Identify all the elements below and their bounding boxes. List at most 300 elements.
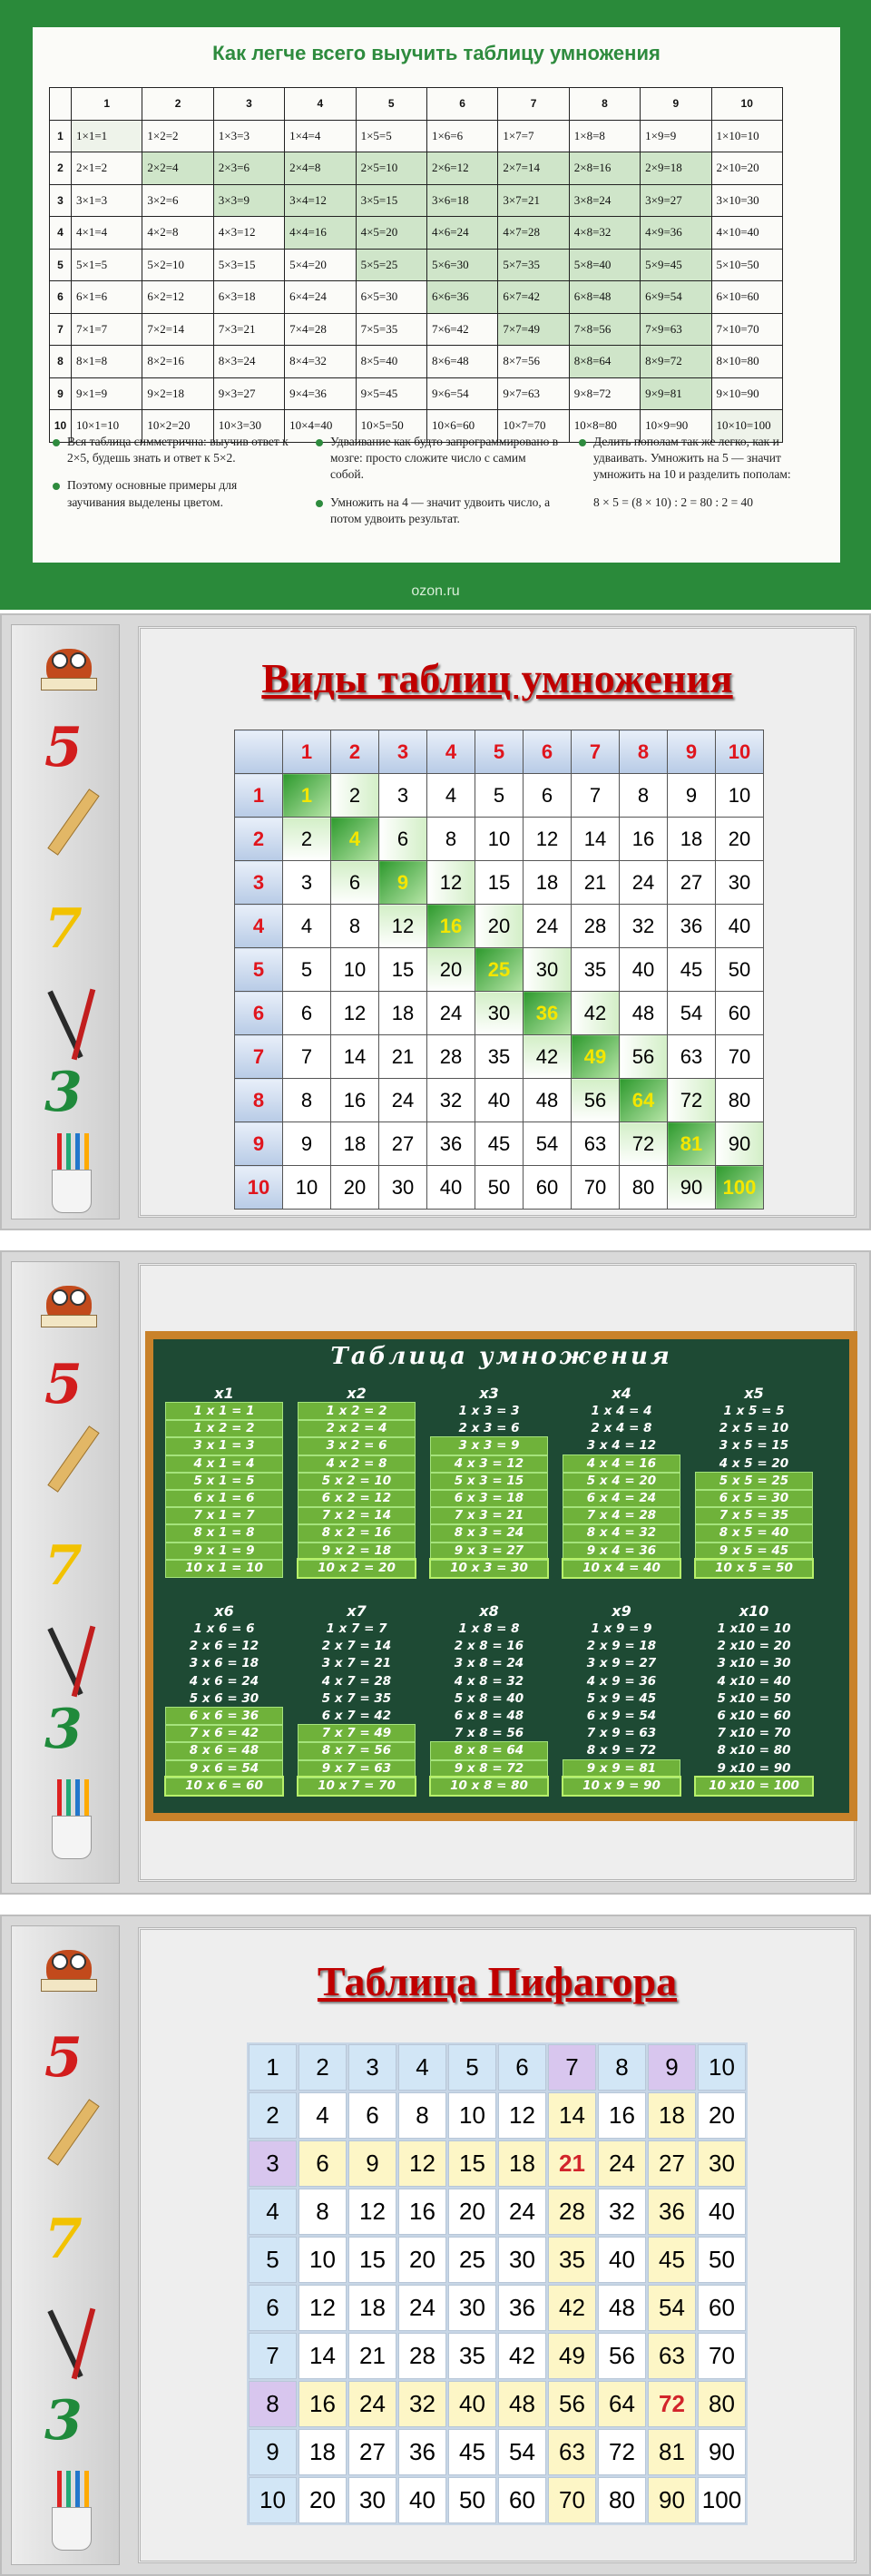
table-cell: 100: [698, 2477, 746, 2523]
table-cell: 10×6=60: [426, 410, 497, 443]
equation-line: 2 x 8 = 16: [454, 1639, 524, 1654]
table-column: [563, 1385, 680, 1577]
equation-line: 4 x 7 = 28: [321, 1673, 392, 1689]
slide-pythagoras: [0, 1915, 871, 2576]
equation-line: 3 x10 = 30: [717, 1656, 791, 1671]
row-header: 10: [50, 410, 72, 443]
table-cell: 42: [572, 992, 620, 1035]
row-header: 7: [235, 1035, 283, 1079]
table-cell: 54: [524, 1122, 572, 1166]
table-cell: 90: [668, 1166, 716, 1210]
table-cell: 60: [716, 992, 764, 1035]
table-cell: 24: [620, 861, 668, 905]
table-cell: 56: [620, 1035, 668, 1079]
table-cell: 21: [572, 861, 620, 905]
table-cell: 10×8=80: [569, 410, 640, 443]
equation-line: 3 x 2 = 6: [298, 1437, 415, 1455]
equation-line: 7 x 9 = 63: [586, 1726, 657, 1741]
table-cell: 80: [698, 2381, 746, 2427]
table-cell: 36: [398, 2429, 446, 2475]
table-cell: 3×10=30: [711, 184, 782, 217]
equation-line: 10 x 6 = 60: [166, 1778, 282, 1795]
table-cell: 25: [448, 2237, 496, 2283]
equation-line: 9 x 8 = 72: [431, 1760, 547, 1778]
table-cell: 1×5=5: [356, 120, 426, 152]
table-cell: 32: [427, 1079, 475, 1122]
note: Удваивание как будто запрограммировано в мозге: просто сложите число с самим собой.: [314, 434, 559, 484]
table-cell: 10: [475, 818, 524, 861]
table-cell: 9: [648, 2044, 696, 2091]
table-cell: 45: [668, 948, 716, 992]
equation-line: 7 x10 = 70: [717, 1726, 791, 1741]
table-cell: 8×1=8: [72, 346, 142, 378]
table-cell: 8: [283, 1079, 331, 1122]
row-header: 9: [50, 377, 72, 410]
table-cell: 4×5=20: [356, 217, 426, 250]
table-cell: 1×4=4: [285, 120, 356, 152]
table-cell: 72: [620, 1122, 668, 1166]
column-head: x1: [214, 1385, 234, 1402]
table-cell: 5×4=20: [285, 249, 356, 281]
table-cell: 90: [698, 2429, 746, 2475]
table-cell: 70: [698, 2333, 746, 2379]
table-cell: 8: [249, 2381, 297, 2427]
table-cell: 15: [475, 861, 524, 905]
table-cell: 12: [331, 992, 379, 1035]
equation-line: 8 x 5 = 40: [696, 1524, 812, 1542]
table-cell: 7: [548, 2044, 596, 2091]
table-cell: 9×2=18: [142, 377, 213, 410]
table-cell: 2×3=6: [213, 152, 284, 185]
equation-line: 5 x10 = 50: [717, 1690, 791, 1706]
equation-line: 10 x 7 = 70: [298, 1778, 415, 1795]
table-cell: 5×5=25: [356, 249, 426, 281]
table-cell: 9×4=36: [285, 377, 356, 410]
equation-line: 4 x 8 = 32: [454, 1673, 524, 1689]
table-cell: 3×9=27: [641, 184, 711, 217]
column-head: x9: [612, 1602, 631, 1620]
table-cell: 2×9=18: [641, 152, 711, 185]
equation-line: 9 x 9 = 81: [563, 1760, 680, 1778]
table-cell: 6: [348, 2092, 396, 2139]
ruler-icon: [47, 1425, 99, 1493]
table-cell: 2×8=16: [569, 152, 640, 185]
equation-line: 5 x 9 = 45: [586, 1690, 657, 1706]
table-cell: 30: [448, 2285, 496, 2331]
equation-line: 6 x 3 = 18: [431, 1490, 547, 1507]
table-cell: 7×2=14: [142, 313, 213, 346]
ruler-icon: [47, 788, 99, 856]
equation-line: 10 x10 = 100: [696, 1778, 812, 1795]
header-cell: 7: [498, 88, 569, 121]
table-cell: 21: [548, 2140, 596, 2187]
table-cell: 16: [298, 2381, 347, 2427]
table-cell: 6×6=36: [426, 281, 497, 314]
column-head: x5: [744, 1385, 764, 1402]
equation-line: 7 x 4 = 28: [563, 1507, 680, 1524]
equation-line: 7 x 1 = 7: [166, 1507, 282, 1524]
table-cell: 8×4=32: [285, 346, 356, 378]
equation-line: 5 x 8 = 40: [454, 1690, 524, 1706]
equation-line: 10 x 8 = 80: [431, 1778, 547, 1795]
equation-line: 10 x 4 = 40: [563, 1560, 680, 1577]
equation-line: 9 x10 = 90: [717, 1760, 791, 1776]
table-cell: 3×4=12: [285, 184, 356, 217]
pencil-cup-icon: [43, 1779, 101, 1861]
table-cell: 32: [598, 2189, 646, 2235]
table-cell: 63: [548, 2429, 596, 2475]
table-cell: 49: [572, 1035, 620, 1079]
table-cell: 90: [648, 2477, 696, 2523]
equation-line: 1 x 1 = 1: [166, 1403, 282, 1420]
table-cell: 70: [716, 1035, 764, 1079]
poster-panel: [0, 0, 871, 610]
equation-line: 10 x 5 = 50: [696, 1560, 812, 1577]
equation-line: 8 x10 = 80: [717, 1743, 791, 1758]
table-cell: 6: [283, 992, 331, 1035]
notes-middle: [314, 434, 559, 538]
equation-line: 10 x 2 = 20: [298, 1560, 415, 1577]
row-header: 8: [235, 1079, 283, 1122]
table-column: [431, 1602, 547, 1795]
table-cell: 27: [648, 2140, 696, 2187]
table-cell: 16: [427, 905, 475, 948]
header-cell: 6: [524, 730, 572, 774]
owl-icon: [37, 1939, 101, 1993]
table-cell: 20: [698, 2092, 746, 2139]
table-cell: 12: [348, 2189, 396, 2235]
table-cell: 10: [331, 948, 379, 992]
table-cell: 70: [548, 2477, 596, 2523]
equation-line: 9 x 2 = 18: [298, 1543, 415, 1560]
table-cell: 8×10=80: [711, 346, 782, 378]
table-cell: 30: [379, 1166, 427, 1210]
table-cell: 9: [283, 1122, 331, 1166]
table-cell: 7×3=21: [213, 313, 284, 346]
table-cell: 12: [398, 2140, 446, 2187]
row-header: 2: [235, 818, 283, 861]
formula: 8 × 5 = (8 × 10) : 2 = 80 : 2 = 40: [593, 495, 754, 509]
equation-line: 6 x 5 = 30: [696, 1490, 812, 1507]
table-cell: 20: [298, 2477, 347, 2523]
table-cell: 4×2=8: [142, 217, 213, 250]
table-cell: 2×10=20: [711, 152, 782, 185]
table-cell: 6: [331, 861, 379, 905]
row-header: 4: [235, 905, 283, 948]
table-cell: 24: [498, 2189, 546, 2235]
header-cell: 4: [427, 730, 475, 774]
table-cell: 2: [249, 2092, 297, 2139]
table-cell: 18: [498, 2140, 546, 2187]
table-cell: 6×9=54: [641, 281, 711, 314]
equation-line: 5 x 3 = 15: [431, 1473, 547, 1490]
table-cell: 3×1=3: [72, 184, 142, 217]
table-cell: 40: [448, 2381, 496, 2427]
table-cell: 63: [648, 2333, 696, 2379]
table-cell: 1×3=3: [213, 120, 284, 152]
chalkboard: [145, 1331, 857, 1821]
equation-line: 10 x 3 = 30: [431, 1560, 547, 1577]
table-cell: 9: [668, 774, 716, 818]
table-cell: 42: [548, 2285, 596, 2331]
row-header: 1: [50, 120, 72, 152]
equation-line: 5 x 2 = 10: [298, 1473, 415, 1490]
table-cell: 2: [298, 2044, 347, 2091]
table-cell: 12: [498, 2092, 546, 2139]
table-cell: 45: [448, 2429, 496, 2475]
table-cell: 20: [398, 2237, 446, 2283]
header-cell: 3: [379, 730, 427, 774]
table-cell: 2×7=14: [498, 152, 569, 185]
slide-title: Виды таблиц умножения: [261, 655, 733, 701]
slide-content: [138, 626, 856, 1218]
table-column: [298, 1602, 415, 1795]
table-cell: 50: [448, 2477, 496, 2523]
equation-line: 2 x 3 = 6: [458, 1421, 520, 1436]
table-column: [298, 1385, 415, 1577]
table-cell: 9: [348, 2140, 396, 2187]
table-cell: 50: [698, 2237, 746, 2283]
table-cell: 40: [398, 2477, 446, 2523]
slide-content: [138, 1927, 856, 2563]
equation-line: 4 x 6 = 24: [189, 1673, 259, 1689]
table-cell: 30: [698, 2140, 746, 2187]
poster-table: [49, 87, 783, 443]
table-cell: 5: [283, 948, 331, 992]
slide-title: Таблица Пифагора: [317, 1958, 678, 2004]
table-cell: 27: [348, 2429, 396, 2475]
table-cell: 18: [524, 861, 572, 905]
column-head: x2: [347, 1385, 367, 1402]
table-cell: 2: [283, 818, 331, 861]
table-cell: 7×8=56: [569, 313, 640, 346]
table-cell: 4×7=28: [498, 217, 569, 250]
table-cell: 18: [379, 992, 427, 1035]
table-cell: 20: [475, 905, 524, 948]
row-header: 5: [50, 249, 72, 281]
table-cell: 48: [498, 2381, 546, 2427]
table-cell: 4: [331, 818, 379, 861]
table-cell: 36: [668, 905, 716, 948]
table-cell: 9: [379, 861, 427, 905]
table-cell: 4: [249, 2189, 297, 2235]
table-cell: 6×2=12: [142, 281, 213, 314]
table-cell: 63: [572, 1122, 620, 1166]
note: Умножить на 4 — значит удвоить число, а потом удвоить результат.: [314, 495, 559, 527]
table-cell: 3: [283, 861, 331, 905]
digit-7-icon: 7: [44, 897, 83, 961]
table-cell: 10×4=40: [285, 410, 356, 443]
table-cell: 20: [716, 818, 764, 861]
row-header: 3: [235, 861, 283, 905]
table-cell: 9×3=27: [213, 377, 284, 410]
table-cell: 7×1=7: [72, 313, 142, 346]
table-cell: 10×7=70: [498, 410, 569, 443]
equation-line: 3 x 9 = 27: [586, 1656, 657, 1671]
table-cell: 2×5=10: [356, 152, 426, 185]
equation-line: 10 x 9 = 90: [563, 1778, 680, 1795]
table-cell: 9×1=9: [72, 377, 142, 410]
pencil-cup-icon: [43, 1133, 101, 1215]
table-cell: 56: [548, 2381, 596, 2427]
table-cell: 35: [572, 948, 620, 992]
table-cell: 8×7=56: [498, 346, 569, 378]
row-header: 5: [235, 948, 283, 992]
header-cell: 5: [475, 730, 524, 774]
table-cell: 40: [716, 905, 764, 948]
equation-line: 6 x 1 = 6: [166, 1490, 282, 1507]
table-cell: 15: [379, 948, 427, 992]
header-cell: [235, 730, 283, 774]
table-cell: 20: [331, 1166, 379, 1210]
table-cell: 7×5=35: [356, 313, 426, 346]
header-cell: 10: [716, 730, 764, 774]
table-cell: 18: [668, 818, 716, 861]
table-cell: 25: [475, 948, 524, 992]
column-head: x7: [347, 1602, 367, 1620]
table-cell: 7: [283, 1035, 331, 1079]
equation-line: 8 x 8 = 64: [431, 1742, 547, 1759]
equation-line: 6 x10 = 60: [717, 1708, 791, 1723]
table-column: [431, 1385, 547, 1577]
table-cell: 40: [598, 2237, 646, 2283]
equation-line: 3 x 3 = 9: [431, 1437, 547, 1455]
table-cell: 9×6=54: [426, 377, 497, 410]
equation-line: 5 x 6 = 30: [189, 1690, 259, 1706]
table-cell: 8: [298, 2189, 347, 2235]
table-cell: 2×1=2: [72, 152, 142, 185]
table-cell: 1×8=8: [569, 120, 640, 152]
table-cell: 3×7=21: [498, 184, 569, 217]
equation-line: 3 x 8 = 24: [454, 1656, 524, 1671]
table-cell: 16: [598, 2092, 646, 2139]
column-head: x4: [612, 1385, 631, 1402]
table-cell: 24: [524, 905, 572, 948]
row-header: 8: [50, 346, 72, 378]
table-cell: 18: [648, 2092, 696, 2139]
table-cell: 12: [524, 818, 572, 861]
header-cell: 2: [142, 88, 213, 121]
table-cell: 8×3=24: [213, 346, 284, 378]
table-cell: 10: [298, 2237, 347, 2283]
equation-line: 3 x 1 = 3: [166, 1437, 282, 1455]
equation-line: 4 x 5 = 20: [719, 1455, 789, 1471]
compass-icon: [48, 2298, 103, 2380]
row-header: 6: [235, 992, 283, 1035]
table-cell: 6×5=30: [356, 281, 426, 314]
table-cell: 10×5=50: [356, 410, 426, 443]
table-cell: 10×10=100: [711, 410, 782, 443]
equation-line: 2 x 4 = 8: [591, 1421, 652, 1436]
table-cell: 10×1=10: [72, 410, 142, 443]
equation-line: 7 x 3 = 21: [431, 1507, 547, 1524]
table-cell: 14: [331, 1035, 379, 1079]
table-cell: 4×8=32: [569, 217, 640, 250]
table-cell: 3×3=9: [213, 184, 284, 217]
table-cell: 5×1=5: [72, 249, 142, 281]
digit-7-icon: 7: [44, 2208, 83, 2271]
table-cell: 15: [448, 2140, 496, 2187]
notes-right: [577, 434, 827, 511]
table-cell: 32: [620, 905, 668, 948]
column-head: x3: [479, 1385, 499, 1402]
table-column: [563, 1602, 680, 1795]
header-cell: 1: [283, 730, 331, 774]
table-cell: 28: [572, 905, 620, 948]
digit-5-icon: 5: [44, 716, 83, 779]
equation-line: 1 x 9 = 9: [591, 1621, 652, 1636]
table-cell: 12: [298, 2285, 347, 2331]
equation-line: 4 x10 = 40: [717, 1673, 791, 1689]
table-cell: 32: [398, 2381, 446, 2427]
table-cell: 40: [698, 2189, 746, 2235]
equation-line: 3 x 4 = 12: [586, 1438, 657, 1454]
equation-line: 1 x 3 = 3: [458, 1404, 520, 1418]
table-cell: 30: [498, 2237, 546, 2283]
table-cell: 24: [348, 2381, 396, 2427]
table-cell: 1×10=10: [711, 120, 782, 152]
table-cell: 6×8=48: [569, 281, 640, 314]
slide-content: [138, 1263, 856, 1882]
table-cell: 14: [548, 2092, 596, 2139]
equation-line: 7 x 8 = 56: [454, 1726, 524, 1741]
equation-line: 3 x 5 = 15: [719, 1438, 789, 1454]
equation-line: 6 x 8 = 48: [454, 1708, 524, 1723]
table-cell: 28: [427, 1035, 475, 1079]
table-cell: 18: [331, 1122, 379, 1166]
table-cell: 35: [548, 2237, 596, 2283]
equation-line: 4 x 1 = 4: [166, 1455, 282, 1473]
table-cell: 4×1=4: [72, 217, 142, 250]
table-cell: 7×6=42: [426, 313, 497, 346]
row-header: 9: [235, 1122, 283, 1166]
table-cell: 5×7=35: [498, 249, 569, 281]
table-cell: 8×5=40: [356, 346, 426, 378]
table-cell: 8×6=48: [426, 346, 497, 378]
table-cell: 21: [348, 2333, 396, 2379]
header-cell: [50, 88, 72, 121]
table-cell: 16: [398, 2189, 446, 2235]
table-cell: 50: [716, 948, 764, 992]
table-cell: 3: [379, 774, 427, 818]
poster-title: Как легче всего выучить таблицу умножения: [212, 42, 661, 64]
table-cell: 50: [475, 1166, 524, 1210]
ruler-icon: [47, 2099, 99, 2166]
notes-left: [51, 434, 296, 522]
table-cell: 10×3=30: [213, 410, 284, 443]
table-cell: 5: [475, 774, 524, 818]
equation-line: 1 x 7 = 7: [326, 1621, 387, 1636]
table-cell: 60: [524, 1166, 572, 1210]
table-cell: 81: [648, 2429, 696, 2475]
pythagoras-table: [247, 2042, 748, 2525]
table-cell: 18: [348, 2285, 396, 2331]
table-cell: 45: [475, 1122, 524, 1166]
equation-line: 9 x 6 = 54: [166, 1760, 282, 1778]
table-cell: 8: [398, 2092, 446, 2139]
equation-line: 7 x 5 = 35: [696, 1507, 812, 1524]
table-cell: 36: [498, 2285, 546, 2331]
header-cell: 7: [572, 730, 620, 774]
equation-line: 5 x 4 = 20: [563, 1473, 680, 1490]
table-cell: 9: [249, 2429, 297, 2475]
table-column: [696, 1385, 812, 1577]
table-cell: 100: [716, 1166, 764, 1210]
table-cell: 70: [572, 1166, 620, 1210]
table-cell: 4×6=24: [426, 217, 497, 250]
table-cell: 30: [475, 992, 524, 1035]
equation-line: 5 x 1 = 5: [166, 1473, 282, 1490]
